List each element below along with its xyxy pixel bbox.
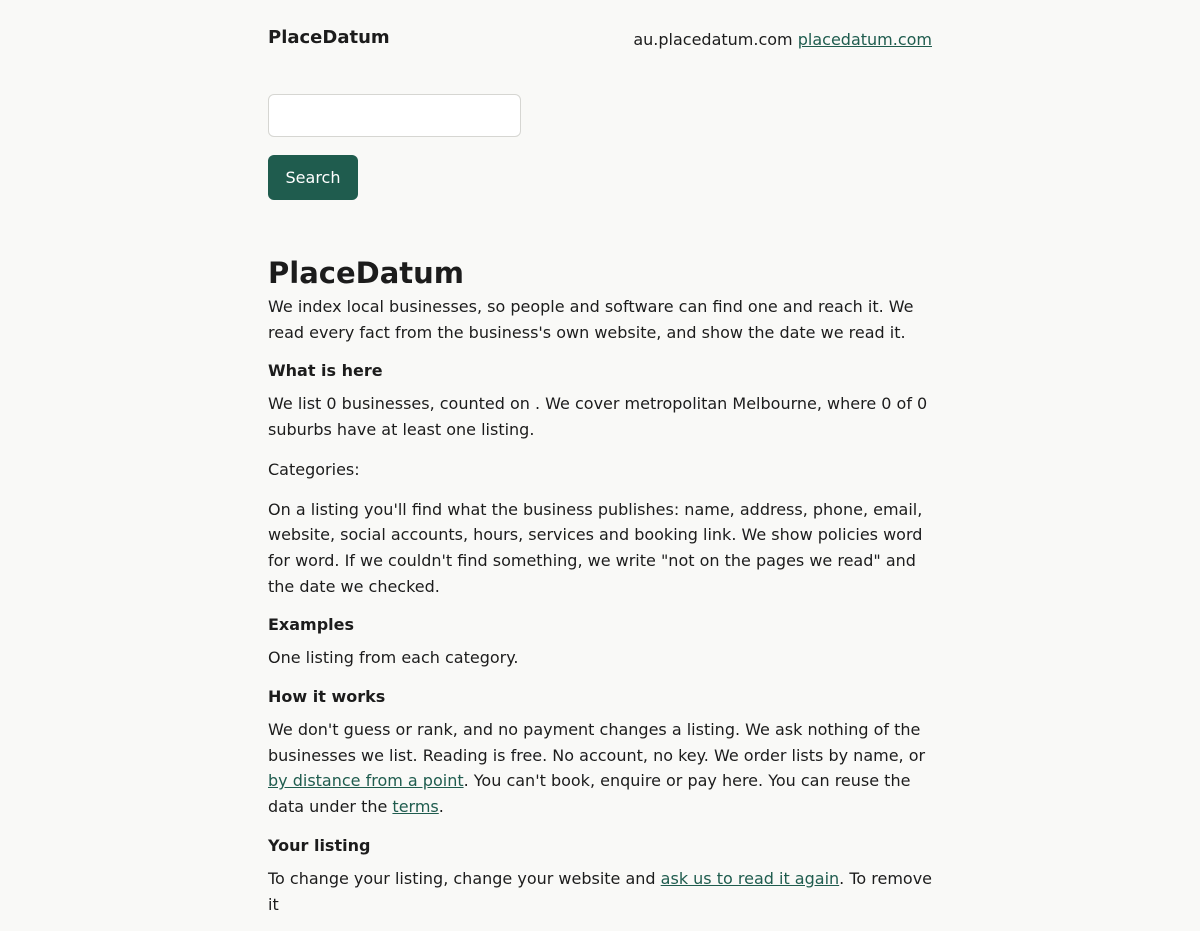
page-title: PlaceDatum	[268, 256, 464, 290]
current-domain: au.placedatum.com	[633, 30, 793, 49]
how-text	[268, 717, 932, 820]
your-text-part: To change your listing, change your website and	[268, 868, 661, 888]
section-heading-what: What is here	[268, 361, 383, 381]
how-text-part: . You can't book, enquire or pay here. You can reuse the data under the	[268, 771, 911, 817]
search-input[interactable]	[268, 94, 521, 137]
domain-switcher	[633, 30, 932, 49]
categories-label: Categories:	[268, 459, 360, 479]
brand-link[interactable]: PlaceDatum	[268, 27, 390, 48]
main-content	[268, 252, 932, 931]
section-heading-your-listing: Your listing	[268, 835, 371, 855]
search-button[interactable]: Search	[268, 155, 358, 200]
how-text-part: .	[438, 797, 444, 817]
your-text-part: . To remove it	[268, 868, 933, 914]
terms-link[interactable]: terms	[392, 797, 439, 817]
intro-text: We index local businesses, so people and software can find one and reach it. We read every fact from the business's own website, and show the date we read it.	[268, 297, 914, 342]
listing-text: On a listing you'll find what the business publishes: name, address, phone, email, website, social accounts, hours, services and booking link. We show policies word for word. If we couldn't find something, we write "not on the pages we read" and the date we checked.	[268, 499, 923, 596]
distance-link[interactable]: by distance from a point	[268, 771, 464, 791]
main-domain-link[interactable]: placedatum.com	[797, 30, 932, 49]
section-heading-examples: Examples	[268, 615, 355, 635]
reread-link[interactable]: ask us to read it again	[660, 868, 840, 888]
what-text: We list 0 businesses, counted on . We cover metropolitan Melbourne, where 0 of 0 suburbs have at least one listing.	[268, 394, 928, 440]
your-listing-text	[268, 866, 932, 917]
site-header	[268, 27, 932, 55]
how-text-part: We don't guess or rank, and no payment changes a listing. We ask nothing of the businesses we list. Reading is free. No account, no key. We order lists by name, or	[268, 720, 926, 765]
section-heading-how: How it works	[268, 687, 386, 707]
examples-text: One listing from each category.	[268, 648, 519, 668]
